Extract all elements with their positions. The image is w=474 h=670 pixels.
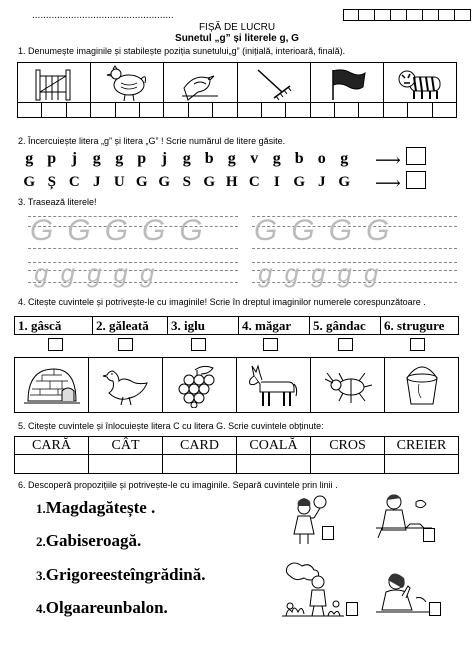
- boy-garden-icon: [278, 558, 348, 620]
- ex1-cell: [311, 62, 384, 118]
- letter[interactable]: g: [272, 150, 281, 167]
- ex1-grid: [17, 62, 457, 118]
- tiger-icon: [396, 65, 444, 103]
- trace-letter: g: [337, 258, 364, 288]
- arrow-icon: ⟶: [375, 173, 401, 193]
- sentence-4[interactable]: 4.Olgaareunbalon.: [36, 598, 168, 617]
- letter[interactable]: p: [47, 150, 57, 167]
- letter[interactable]: b: [294, 150, 304, 167]
- page-subtitle: Sunetul „g” și literele g, G: [175, 33, 299, 44]
- trace-letter: g: [284, 258, 311, 288]
- answer-box[interactable]: [346, 602, 358, 616]
- page-title: FIȘĂ DE LUCRU: [198, 22, 276, 33]
- answer-box[interactable]: [191, 338, 206, 351]
- letter[interactable]: G: [203, 174, 216, 190]
- letter[interactable]: b: [204, 150, 214, 167]
- tracing-area-left[interactable]: [28, 212, 238, 290]
- donkey-icon: [246, 362, 302, 408]
- word-cell: CARĂ: [14, 436, 89, 455]
- word-cell: 6. strugure: [381, 316, 459, 335]
- ex1-cell: [17, 62, 91, 118]
- ex2-lowercase-count-box[interactable]: [406, 147, 426, 165]
- word-cell: CÂT: [89, 436, 163, 455]
- name-line: ...................................................: [32, 10, 174, 21]
- letter[interactable]: g: [227, 150, 236, 167]
- letter[interactable]: U: [113, 174, 125, 190]
- sentence-3[interactable]: 3.Grigoreesteîngrădină.: [36, 565, 206, 584]
- ex1-cell: [238, 62, 311, 118]
- word-cell: 1. gâscă: [14, 316, 93, 335]
- answer-cell[interactable]: [89, 455, 163, 474]
- trace-letter: g: [258, 258, 285, 288]
- answer-box[interactable]: [322, 526, 334, 540]
- trace-letter: G: [30, 214, 68, 247]
- trace-letter: g: [60, 258, 87, 288]
- ex4-instruction: 4. Citește cuvintele și potrivește-le cu imaginile! Scrie în dreptul imaginilor numerele corespunzătoare .: [18, 297, 426, 307]
- trace-letter: g: [86, 258, 114, 288]
- letter[interactable]: g: [92, 150, 101, 167]
- letter[interactable]: G: [23, 174, 36, 190]
- goose-icon: [99, 363, 153, 407]
- igloo-icon: [24, 363, 80, 407]
- grapes-icon: [173, 362, 227, 408]
- letter[interactable]: j: [161, 150, 167, 167]
- trace-letter: g: [113, 258, 140, 288]
- answer-cell[interactable]: [163, 455, 237, 474]
- ex6-instruction: 6. Descoperă propozițiile și potrivește-le cu imaginile. Separă cuvintele prin linii .: [18, 480, 338, 490]
- ex1-cell: [384, 62, 457, 118]
- word-cell: 5. gândac: [310, 316, 381, 335]
- answer-cell[interactable]: [311, 455, 385, 474]
- letter[interactable]: C: [68, 174, 80, 190]
- letter[interactable]: v: [250, 150, 259, 167]
- letter[interactable]: g: [115, 150, 124, 167]
- letter[interactable]: I: [273, 174, 280, 190]
- trace-letter: G: [328, 214, 367, 247]
- answer-cell[interactable]: [385, 455, 459, 474]
- rake-icon: [252, 66, 296, 102]
- letter[interactable]: G: [158, 174, 171, 190]
- word-cell: CARD: [163, 436, 237, 455]
- sentence-1[interactable]: 1.Magdagătește .: [36, 498, 156, 517]
- trace-letter: G: [366, 214, 404, 247]
- letter[interactable]: S: [182, 174, 191, 190]
- answer-box[interactable]: [423, 528, 435, 542]
- hen-icon: [105, 65, 149, 103]
- letter[interactable]: g: [182, 150, 191, 167]
- ex5-table: [14, 436, 459, 474]
- word-cell: CREIER: [385, 436, 459, 455]
- answer-cell[interactable]: [237, 455, 311, 474]
- bird-icon: [178, 66, 222, 102]
- word-cell: CROS: [311, 436, 385, 455]
- letter[interactable]: C: [248, 174, 260, 190]
- letter[interactable]: p: [137, 150, 147, 167]
- trace-letter: G: [67, 214, 105, 247]
- ex2-lowercase-row: [18, 150, 356, 168]
- beetle-icon: [321, 365, 375, 405]
- letter[interactable]: G: [338, 174, 351, 190]
- answer-box[interactable]: [429, 602, 441, 616]
- answer-box[interactable]: [48, 338, 63, 351]
- gate-icon: [32, 66, 76, 102]
- letter[interactable]: Ș: [47, 174, 56, 190]
- trace-letter: G: [104, 214, 143, 247]
- sentence-2[interactable]: 2.Gabiseroagă.: [36, 531, 142, 550]
- tracing-area-right[interactable]: [252, 212, 457, 290]
- letter[interactable]: g: [25, 150, 34, 167]
- flag-icon: [325, 66, 369, 102]
- ex1-cell: [91, 62, 164, 118]
- trace-letter: G: [179, 214, 217, 247]
- ex5-instruction: 5. Citește cuvintele și înlocuiește litera C cu litera G. Scrie cuvintele obținute:: [18, 421, 324, 431]
- answer-box[interactable]: [338, 338, 353, 351]
- answer-cell[interactable]: [14, 455, 89, 474]
- trace-letter: g: [139, 258, 167, 288]
- ex2-uppercase-row: [18, 174, 356, 191]
- answer-box[interactable]: [263, 338, 278, 351]
- trace-letter: G: [254, 214, 292, 247]
- answer-box[interactable]: [118, 338, 133, 351]
- letter[interactable]: G: [135, 174, 148, 190]
- bucket-icon: [397, 362, 447, 408]
- girl-praying-icon: [372, 568, 434, 618]
- ex4-image-row: [14, 357, 459, 413]
- ex1-cell: [164, 62, 237, 118]
- word-cell: 3. iglu: [168, 316, 239, 335]
- letter[interactable]: o: [317, 150, 326, 167]
- letter[interactable]: G: [293, 174, 306, 190]
- ex3-instruction: 3. Trasează literele!: [18, 197, 97, 207]
- word-cell: 2. găleată: [93, 316, 168, 335]
- ex1-instruction: 1. Denumește imaginile și stabilește poziția sunetului„g” (inițială, interioară, finală).: [18, 46, 346, 56]
- letter[interactable]: g: [340, 150, 349, 167]
- answer-box[interactable]: [410, 338, 425, 351]
- ex4-word-table: [14, 316, 459, 335]
- letter[interactable]: J: [318, 174, 326, 190]
- ex2-instruction: 2. Încercuiește litera „g” și litera „G” ! Scrie numărul de litere găsite.: [18, 136, 286, 146]
- trace-letter: g: [310, 258, 338, 288]
- date-boxes: [343, 9, 471, 21]
- word-cell: 4. măgar: [239, 316, 310, 335]
- trace-letter: g: [34, 258, 61, 288]
- ex2-uppercase-count-box[interactable]: [406, 171, 426, 189]
- arrow-icon: ⟶: [375, 150, 401, 170]
- trace-letter: G: [142, 214, 180, 247]
- word-cell: COALĂ: [237, 436, 311, 455]
- letter[interactable]: j: [71, 150, 77, 167]
- trace-letter: G: [291, 214, 329, 247]
- trace-letter: g: [363, 258, 391, 288]
- letter[interactable]: H: [225, 174, 238, 190]
- letter[interactable]: J: [93, 174, 101, 190]
